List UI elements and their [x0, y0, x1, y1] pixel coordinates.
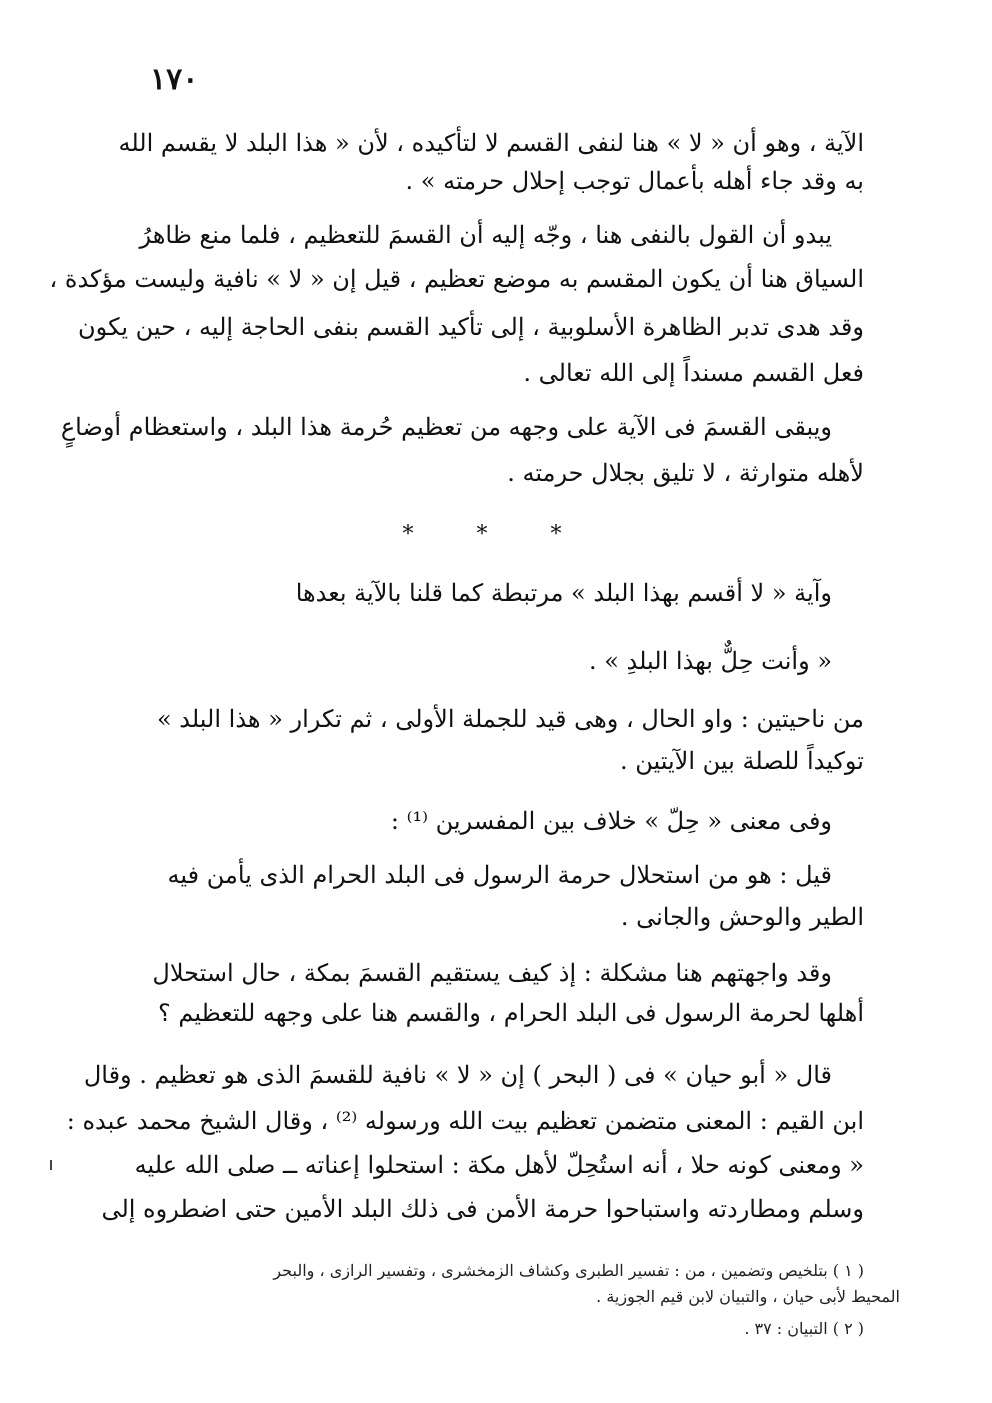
text-line: أهلها لحرمة الرسول فى البلد الحرام ، والقسم هنا على وجهه للتعظيم ؟: [157, 999, 864, 1027]
margin-mark: [50, 1160, 52, 1170]
text-line: وآية « لا أقسم بهذا البلد » مرتبطة كما قلنا بالآية بعدها: [295, 579, 832, 607]
text-line: قال « أبو حيان » فى ( البحر ) إن « لا » نافية للقسمَ الذى هو تعظيم . وقال: [83, 1061, 832, 1089]
page-number: ١٧٠: [150, 62, 199, 97]
footnote: ( ١ ) بتلخيص وتضمين ، من : تفسير الطبرى وكشاف الزمخشرى ، وتفسير الرازى ، والبحر: [273, 1261, 864, 1280]
text-line: توكيداً للصلة بين الآيتين .: [619, 747, 864, 775]
text-line: به وقد جاء أهله بأعمال توجب إحلال حرمته » .: [405, 167, 864, 195]
footnote: المحيط لأبى حيان ، والتبيان لابن قيم الجوزية .: [596, 1287, 900, 1306]
text-line: وسلم ومطاردته واستباحوا حرمة الأمن فى ذلك البلد الأمين حتى اضطروه إلى: [101, 1195, 864, 1223]
text-line: الطير والوحش والجانى .: [620, 903, 864, 931]
text-line: فعل القسم مسنداً إلى الله تعالى .: [523, 359, 864, 387]
text-line: وقد واجهتهم هنا مشكلة : إذ كيف يستقيم القسمَ بمكة ، حال استحلال: [152, 959, 832, 987]
text-line: من ناحيتين : واو الحال ، وهى قيد للجملة الأولى ، ثم تكرار « هذا البلد »: [156, 705, 864, 733]
text-line: الآية ، وهو أن « لا » هنا لنفى القسم لا لتأكيده ، لأن « هذا البلد لا يقسم الله: [118, 129, 864, 157]
text-line: « ومعنى كونه حلا ، أنه استُحِلّ لأهل مكة : استحلوا إعناته ــ صلى الله عليه: [134, 1151, 864, 1179]
text-line: لأهله متوارثة ، لا تليق بجلال حرمته .: [507, 459, 864, 487]
text-line: وقد هدى تدبر الظاهرة الأسلوبية ، إلى تأكيد القسم بنفى الحاجة إليه ، حين يكون: [78, 313, 864, 341]
section-separator: * * *: [402, 522, 590, 547]
text-line: ابن القيم : المعنى متضمن تعظيم بيت الله ورسوله ⁽²⁾ ، وقال الشيخ محمد عبده :: [66, 1107, 864, 1135]
text-line: وفى معنى « حِلّ » خلاف بين المفسرين ⁽¹⁾ :: [390, 807, 832, 835]
text-line: ويبقى القسمَ فى الآية على وجهه من تعظيم حُرمة هذا البلد ، واستعظام أوضاعٍ: [60, 413, 832, 441]
text-line: قيل : هو من استحلال حرمة الرسول فى البلد الحرام الذى يأمن فيه: [167, 861, 832, 889]
quran-verse: « وأنت حِلٌّ بهذا البلدِ » .: [588, 647, 832, 675]
text-line: السياق هنا أن يكون المقسم به موضع تعظيم ، قيل إن « لا » نافية وليست مؤكدة ،: [49, 265, 864, 293]
footnote: ( ٢ ) التبيان : ٣٧ .: [744, 1319, 864, 1338]
text-line: يبدو أن القول بالنفى هنا ، وجّه إليه أن القسمَ للتعظيم ، فلما منع ظاهرُ: [139, 221, 832, 249]
